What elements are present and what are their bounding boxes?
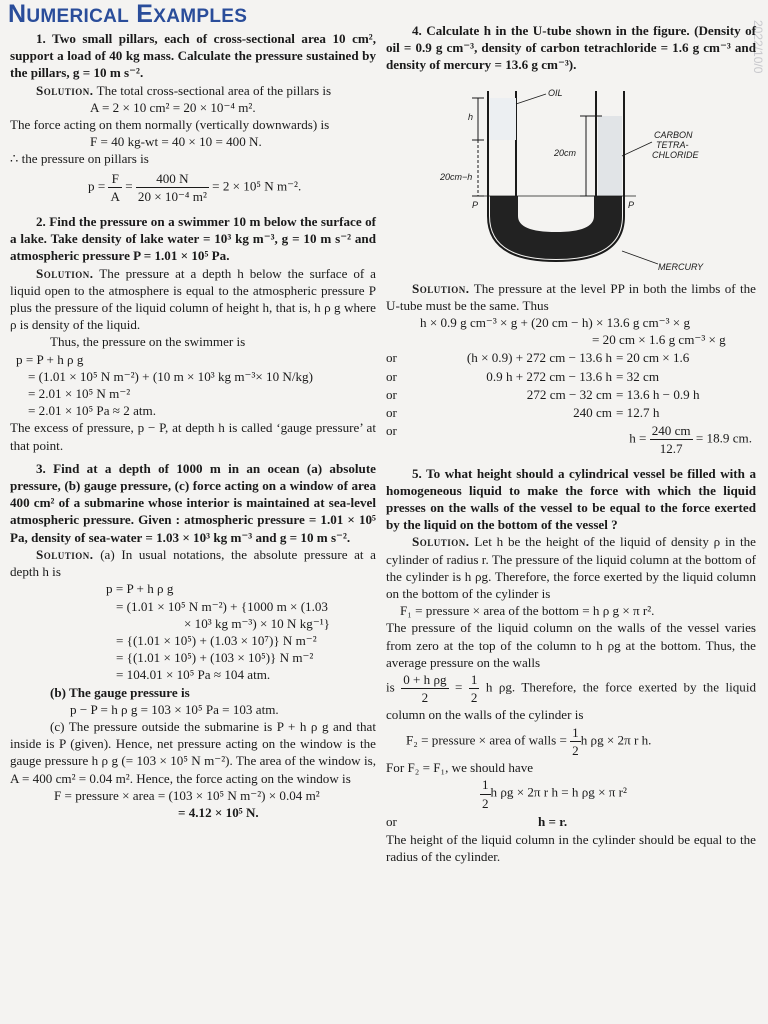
- solution-heading: Solution.: [36, 82, 94, 98]
- denominator: 2: [421, 690, 429, 706]
- solution-text: The pressure at the level PP in both the limbs of the U-tube must be the same. Thus: [386, 280, 756, 313]
- eq-rhs: = 13.6 h − 0.9 h: [616, 386, 700, 402]
- denominator: 12.7: [659, 441, 683, 457]
- fraction: [480, 776, 491, 811]
- label-p-left: P: [472, 199, 479, 210]
- solution-1: [10, 82, 376, 99]
- denominator: 2: [470, 690, 478, 706]
- equation: × 10³ kg m⁻³) × 10 N kg⁻¹}: [184, 615, 330, 631]
- solution-heading: Solution.: [36, 265, 94, 281]
- numerator: 400 N: [136, 170, 209, 188]
- eq-rhs: = 20 cm × 1.6: [616, 350, 690, 366]
- question-3: 3. Find at a depth of 1000 m in an ocean (a) absolute pressure, (b) gauge pressure, (c) force acting on a window of area 400 cm² of a submarine whose interior is maintained at sea-level atmospheric pressure. Given : atmospheric pressure = 1.01 × 10⁵ Pa, density of sea-water = 1.03 × 10³ kg m⁻³ and g = 10 m s⁻².: [10, 460, 376, 545]
- solution-text: The pressure at a depth h below the surface of a liquid open to the atmosphere is equal to the atmospheric pressure P plus the pressure of the liquid column of height h, that is, h ρ g where ρ is density of the liquid.: [10, 265, 376, 333]
- eq-part: h =: [629, 430, 650, 446]
- eq-part: = 18.9 cm.: [692, 430, 752, 446]
- eq-part: =: [448, 679, 469, 695]
- eq-part: h ρg × 2π r h = h ρg × π r²: [490, 785, 627, 800]
- equation: = 2.01 × 10⁵ Pa ≈ 2 atm.: [28, 403, 156, 419]
- eq-part: h ρg × 2π r h.: [580, 732, 652, 748]
- eq-rhs: = 32 cm: [616, 368, 660, 384]
- solution-4: [386, 280, 756, 314]
- label-20cm: 20cm: [554, 147, 577, 158]
- solution-heading: Solution.: [36, 546, 94, 562]
- equation-step: [386, 349, 756, 366]
- denominator: 2: [482, 795, 489, 811]
- or-label: or: [386, 405, 397, 421]
- part-label: (b) The gauge pressure is: [50, 684, 190, 700]
- fraction: [136, 170, 209, 205]
- title-letter: N: [8, 0, 27, 28]
- equation: F = pressure × area = (103 × 10⁵ N m⁻²) × 0.04 m²: [54, 787, 320, 803]
- equation: p − P = h ρ g = 103 × 10⁵ Pa = 103 atm.: [70, 701, 279, 717]
- eq-part: h ρg. Therefore, the force exerted by the liquid column on the walls of the cylinder is: [386, 679, 757, 723]
- equation-average: [386, 671, 756, 724]
- label-ccl4: CHLORIDE: [652, 149, 699, 160]
- equation: = (1.01 × 10⁵ N m⁻²) + (10 m × 10³ kg m⁻³× 10 N/kg): [28, 368, 313, 384]
- equation-step: [386, 368, 756, 385]
- equation-step: [386, 404, 756, 421]
- label-20cm-h: 20cm−h: [440, 171, 473, 182]
- denominator: 2: [572, 742, 579, 758]
- label-oil: OIL: [548, 87, 563, 98]
- fraction: [570, 724, 581, 759]
- margin-stamp: 2022/10/0: [751, 20, 765, 74]
- equation: = 20 cm × 1.6 g cm⁻³ × g: [592, 332, 726, 348]
- equation: p = P + h ρ g: [16, 351, 84, 367]
- equation: = {(1.01 × 10⁵) + (103 × 10⁵)} N m⁻²: [116, 650, 314, 666]
- fraction: [401, 671, 448, 706]
- body-text: (c) The pressure outside the submarine is P + h ρ g and that inside is P (given). Hence, net pressure acting on the window is the gauge pressure h ρ g (= 103 × 10⁵ N m⁻²). The area of the window is, A = 400 cm² = 0.04 m². Hence, the force acting on the window is: [10, 718, 376, 786]
- equation: p = P + h ρ g: [106, 581, 174, 597]
- equation-step-final: [386, 422, 756, 457]
- solution-5: [386, 533, 756, 602]
- equation: [386, 724, 756, 759]
- solution-text: Let h be the height of the liquid of density ρ in the cylinder of radius r. The pressure of the liquid column at the bottom of the cylinder is h ρg. Therefore, the force exerted by the liquid column on the bottom of the cylinder is: [386, 534, 756, 602]
- question-1: 1. Two small pillars, each of cross-sectional area 10 cm², support a load of 40 kg mass. Calculate the pressure sustained by the pillars, g = 10 m s⁻².: [10, 31, 376, 81]
- equation: F = 40 kg-wt = 40 × 10 = 400 N.: [90, 134, 262, 150]
- equation: = 2.01 × 10⁵ N m⁻²: [28, 386, 131, 402]
- label-p-right: P: [628, 199, 635, 210]
- fraction: [650, 422, 693, 457]
- numerator: 1: [480, 776, 491, 794]
- or-label: or: [386, 423, 397, 439]
- eq-lhs: 0.9 h + 272 cm − 13.6 h: [486, 368, 612, 384]
- label-ccl4: TETRA-: [656, 139, 689, 150]
- title-letter2: E: [136, 0, 154, 28]
- or-label: or: [386, 350, 397, 366]
- label-ccl4: CARBON: [654, 129, 693, 140]
- eq-lhs: 240 cm: [573, 405, 612, 421]
- body-text: ∴ the pressure on pillars is: [10, 151, 149, 167]
- eq-part: p =: [88, 178, 109, 194]
- title-word1: UMERICAL: [26, 6, 130, 27]
- equation-step: [386, 813, 756, 830]
- eq-part: F₂ = pressure × area of walls =: [406, 732, 571, 748]
- fraction: [108, 170, 121, 205]
- eq-lhs: 272 cm − 32 cm: [526, 386, 612, 402]
- eq-part: = 2 × 10⁵ N m⁻².: [212, 178, 302, 194]
- equation: F₁ = pressure × area of the bottom = h ρ g × π r².: [400, 603, 655, 619]
- numerator: 240 cm: [650, 422, 693, 440]
- or-label: or: [386, 386, 397, 402]
- equation: h × 0.9 g cm⁻³ × g + (20 cm − h) × 13.6 g cm⁻³ × g: [420, 315, 690, 331]
- label-h: h: [468, 111, 474, 122]
- solution-2: [10, 265, 376, 334]
- eq-lhs: (h × 0.9) + 272 cm − 13.6 h: [466, 350, 612, 366]
- equation-fraction: p = $\frac{F}{A}$ = $\frac{400 N}{\text{20 × 10⁻⁴ m²}}$ = 2 × 10⁵ N m⁻².: [88, 170, 302, 204]
- question-2: 2. Find the pressure on a swimmer 10 m below the surface of a lake. Take density of lake water = 10³ kg m⁻³, g = 10 m s⁻² and atmospheric pressure P = 1.01 × 10⁵ Pa.: [10, 214, 376, 264]
- solution-text: (a) In usual notations, the absolute pressure at a depth h is: [10, 546, 376, 580]
- equation: = {(1.01 × 10⁵) + (1.03 × 10⁷)} N m⁻²: [116, 632, 317, 648]
- solution-heading: Solution.: [412, 534, 470, 550]
- equation: = 4.12 × 10⁵ N.: [178, 804, 259, 820]
- equation-steps: [386, 349, 756, 421]
- u-tube-figure: [440, 76, 706, 276]
- solution-heading: Solution.: [412, 280, 470, 296]
- equation-step: [386, 386, 756, 403]
- body-text: Thus, the pressure on the swimmer is: [50, 334, 246, 350]
- equation: [386, 776, 756, 811]
- numerator: 0 + h ρg: [401, 671, 448, 689]
- numerator: 1: [570, 724, 581, 742]
- conclusion: The height of the liquid column in the cylinder should be equal to the radius of the cylinder.: [386, 831, 756, 865]
- body-text: The pressure of the liquid column on the walls of the vessel varies from zero at the top of the column to h ρg at the bottom. Thus, the average pressure on the walls: [386, 620, 756, 670]
- equation: A = 2 × 10 cm² = 20 × 10⁻⁴ m².: [90, 99, 256, 115]
- denominator: A: [110, 188, 120, 204]
- question-4: 4. Calculate h in the U-tube shown in the figure. (Density of oil = 0.9 g cm⁻³, density of carbon tetrachloride = 1.6 g cm⁻³ and density of mercury = 13.6 g cm⁻³).: [386, 23, 756, 73]
- body-text: The excess of pressure, p − P, at depth h is called ‘gauge pressure’ at that point.: [10, 420, 376, 453]
- numerator: F: [108, 170, 121, 188]
- fraction: [469, 671, 480, 706]
- equation: = (1.01 × 10⁵ N m⁻²) + {1000 m × (1.03: [116, 598, 328, 614]
- eq-rhs: = 12.7 h: [616, 405, 660, 421]
- eq-result: h = r.: [538, 813, 568, 829]
- title-word2: XAMPLES: [153, 6, 248, 27]
- question-5: 5. To what height should a cylindrical vessel be filled with a homogeneous liquid to make the force with which the liquid presses on the walls of the vessel to be equal to the force exerted by the liquid on the bottom of the vessel ?: [386, 465, 756, 533]
- left-column: [10, 22, 376, 821]
- solution-text: The total cross-sectional area of the pillars is: [93, 82, 332, 98]
- label-mercury: MERCURY: [658, 261, 704, 272]
- numerator: 1: [469, 671, 480, 689]
- denominator: 20 × 10⁻⁴ m²: [137, 188, 207, 204]
- body-text: For F₂ = F₁, we should have: [386, 760, 534, 776]
- solution-3: [10, 546, 376, 580]
- equation: = 104.01 × 10⁵ Pa ≈ 104 atm.: [116, 667, 271, 683]
- eq-part: is: [386, 679, 402, 695]
- or-label: or: [386, 813, 397, 829]
- right-column: [386, 22, 756, 865]
- body-text: The force acting on them normally (vertically downwards) is: [10, 117, 330, 133]
- or-label: or: [386, 368, 397, 384]
